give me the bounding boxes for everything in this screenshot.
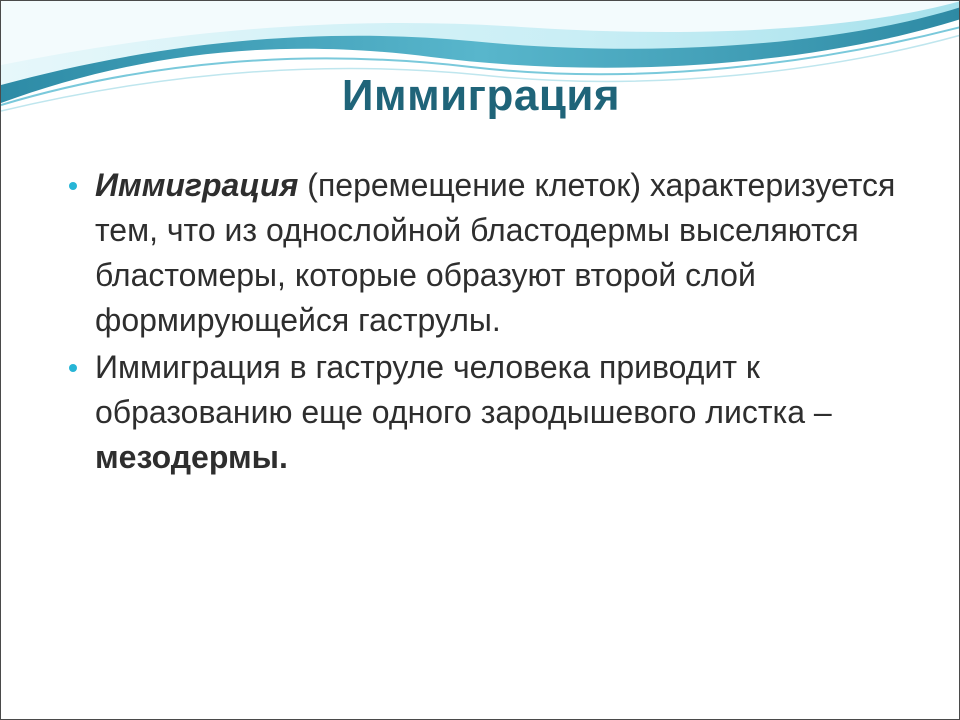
bullet-lead-term: Иммиграция: [95, 167, 299, 203]
bullet-item: [61, 345, 901, 480]
bullet-list: [61, 163, 901, 482]
bullet-text: Иммиграция в гаструле человека приводит к образованию еще одного зародышевого листка –: [95, 349, 832, 430]
slide-title: Иммиграция: [341, 71, 621, 120]
bullet-dot-icon: [69, 182, 77, 190]
bullet-dot-icon: [69, 364, 77, 372]
bullet-emphasis: мезодермы.: [95, 439, 288, 475]
bullet-item: [61, 163, 901, 343]
bullet-text: (перемещение клеток) характеризуется тем, что из однослойной бластодермы выселяются бластомеры, которые образуют второй слой формирующейся гаструлы.: [95, 167, 896, 338]
